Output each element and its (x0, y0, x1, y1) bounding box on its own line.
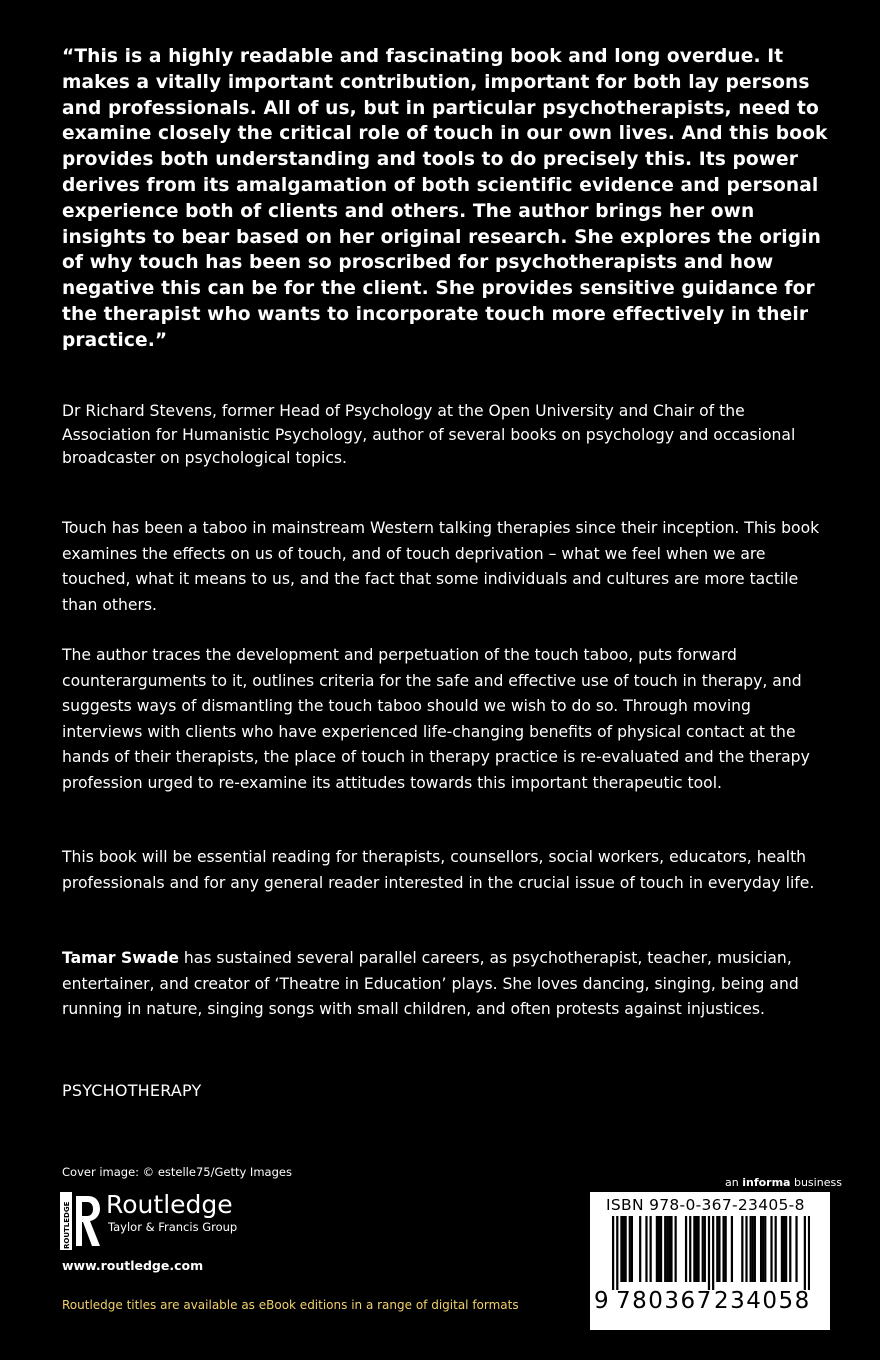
barcode-bar (625, 1216, 627, 1282)
barcode-bar (675, 1216, 677, 1282)
barcode-bar (722, 1216, 724, 1282)
barcode-bar (741, 1216, 743, 1282)
barcode-bar (656, 1216, 658, 1282)
description-paragraph-1: Touch has been a taboo in mainstream Western talking therapies since their inception. This book examines the effects on us of touch, and of touch deprivation – what we feel when we are touched, what it means to us, and the fact that some individuals and cultures are more tactile than others. (62, 519, 820, 614)
barcode-bar (754, 1216, 756, 1282)
barcode-bar (764, 1216, 766, 1282)
barcode-bar (781, 1216, 783, 1282)
ebook-note: Routledge titles are available as eBook editions in a range of digital formats (62, 1298, 519, 1312)
barcode-bar (704, 1216, 706, 1282)
barcode-bar (693, 1216, 695, 1282)
barcode-bar (645, 1216, 647, 1282)
barcode-bar (775, 1216, 777, 1282)
informa-suffix: business (790, 1176, 842, 1189)
barcode-bar (685, 1216, 687, 1282)
barcode-bar (750, 1216, 752, 1282)
barcode-bar (622, 1216, 624, 1282)
author-bio (62, 946, 832, 1023)
barcode-digits-right: 234058 (714, 1288, 811, 1314)
barcode-bar (716, 1216, 718, 1282)
barcode-bar (745, 1216, 747, 1282)
routledge-logo-icon (60, 1192, 102, 1250)
barcode-bar (804, 1216, 806, 1290)
barcode-bar (695, 1216, 697, 1282)
barcode-bar (664, 1216, 666, 1282)
barcode-bar (795, 1216, 797, 1282)
informa-brand: informa (742, 1176, 791, 1189)
barcode-bar (712, 1216, 714, 1290)
isbn-barcode (590, 1192, 830, 1330)
barcode-bar (650, 1216, 652, 1282)
barcode-bar (718, 1216, 720, 1282)
barcode-bar (639, 1216, 641, 1282)
publisher-name: Routledge (106, 1190, 233, 1219)
barcode-bar (612, 1216, 614, 1290)
barcode-digits (590, 1288, 830, 1320)
author-name: Tamar Swade (62, 949, 179, 967)
barcode-digit-lead: 9 (594, 1288, 611, 1314)
publisher-group: Taylor & Francis Group (108, 1220, 238, 1234)
barcode-bar (620, 1216, 622, 1282)
barcode-bar (658, 1216, 660, 1282)
barcode-bar (708, 1216, 710, 1290)
barcode-bar (731, 1216, 733, 1282)
barcode-bar (631, 1216, 633, 1282)
description-paragraph-2: The author traces the development and perpetuation of the touch taboo, puts forward counterarguments to it, outlines criteria for the safe and effective use of touch in therapy, and suggests ways of dismantling the touch taboo should we wish to do so. Through moving interviews with clients who have experienced life-changing benefits of physical contact at the hands of their therapists, the place of touch in therapy practice is re-evaluated and the therapy profession urged to re-examine its attitudes towards this important therapeutic tool. (62, 646, 810, 792)
barcode-bar (629, 1216, 631, 1282)
barcode-bar (762, 1216, 764, 1282)
barcode-bar (770, 1216, 772, 1282)
endorsement-attribution: Dr Richard Stevens, former Head of Psychology at the Open University and Chair of the Association for Humanistic Psychology, author of several books on psychology and occasional broadcaster on psychological topics. (62, 402, 796, 467)
barcode-bar (697, 1216, 699, 1282)
barcode-bar (808, 1216, 810, 1290)
category-label: PSYCHOTHERAPY (62, 1081, 202, 1100)
isbn-label: ISBN 978-0-367-23405-8 (606, 1196, 805, 1214)
barcode-bar (668, 1216, 670, 1282)
author-bio-text: has sustained several parallel careers, as psychotherapist, teacher, musician, entertainer, and creator of ‘Theatre in Education’ plays. She loves dancing, singing, being and running in nature, singing songs with small children, and often protests against injustices. (62, 949, 799, 1019)
cover-credit: Cover image: © estelle75/Getty Images (62, 1165, 292, 1179)
informa-business-label (725, 1176, 842, 1189)
barcode-bar (666, 1216, 668, 1282)
publisher-website[interactable]: www.routledge.com (62, 1258, 204, 1273)
logo-vertical-text: ROUTLEDGE (63, 1201, 71, 1249)
barcode-bar (725, 1216, 727, 1282)
barcode-digits-left: 780367 (616, 1288, 713, 1314)
endorsement-quote: “This is a highly readable and fascinating book and long overdue. It makes a vitally important contribution, important for both lay persons and professionals. All of us, but in particular psychotherapists, need to examine closely the critical role of touch in our own lives. And this book provides both understanding and tools to do precisely this. Its power derives from its amalgamation of both scientific evidence and personal experience both of clients and others. The author brings her own insights to bear based on her original research. She explores the origin of why touch has been so proscribed for psychotherapists and how negative this can be for the client. She provides sensitive guidance for the therapist who wants to incorporate touch more effectively in their practice.” (62, 46, 828, 351)
description-paragraph-3: This book will be essential reading for therapists, counsellors, social workers, educators, health professionals and for any general reader interested in the crucial issue of touch in everyday life. (62, 848, 815, 892)
informa-prefix: an (725, 1176, 743, 1189)
barcode-bar (670, 1216, 672, 1282)
barcode-bar (752, 1216, 754, 1282)
barcode-bar (702, 1216, 704, 1282)
barcode-bar (783, 1216, 785, 1282)
barcode-bars (612, 1216, 810, 1290)
barcode-bar (616, 1216, 618, 1290)
barcode-bar (760, 1216, 762, 1282)
barcode-bar (785, 1216, 787, 1282)
barcode-bar (689, 1216, 691, 1282)
barcode-bar (660, 1216, 662, 1282)
barcode-bar (789, 1216, 791, 1282)
